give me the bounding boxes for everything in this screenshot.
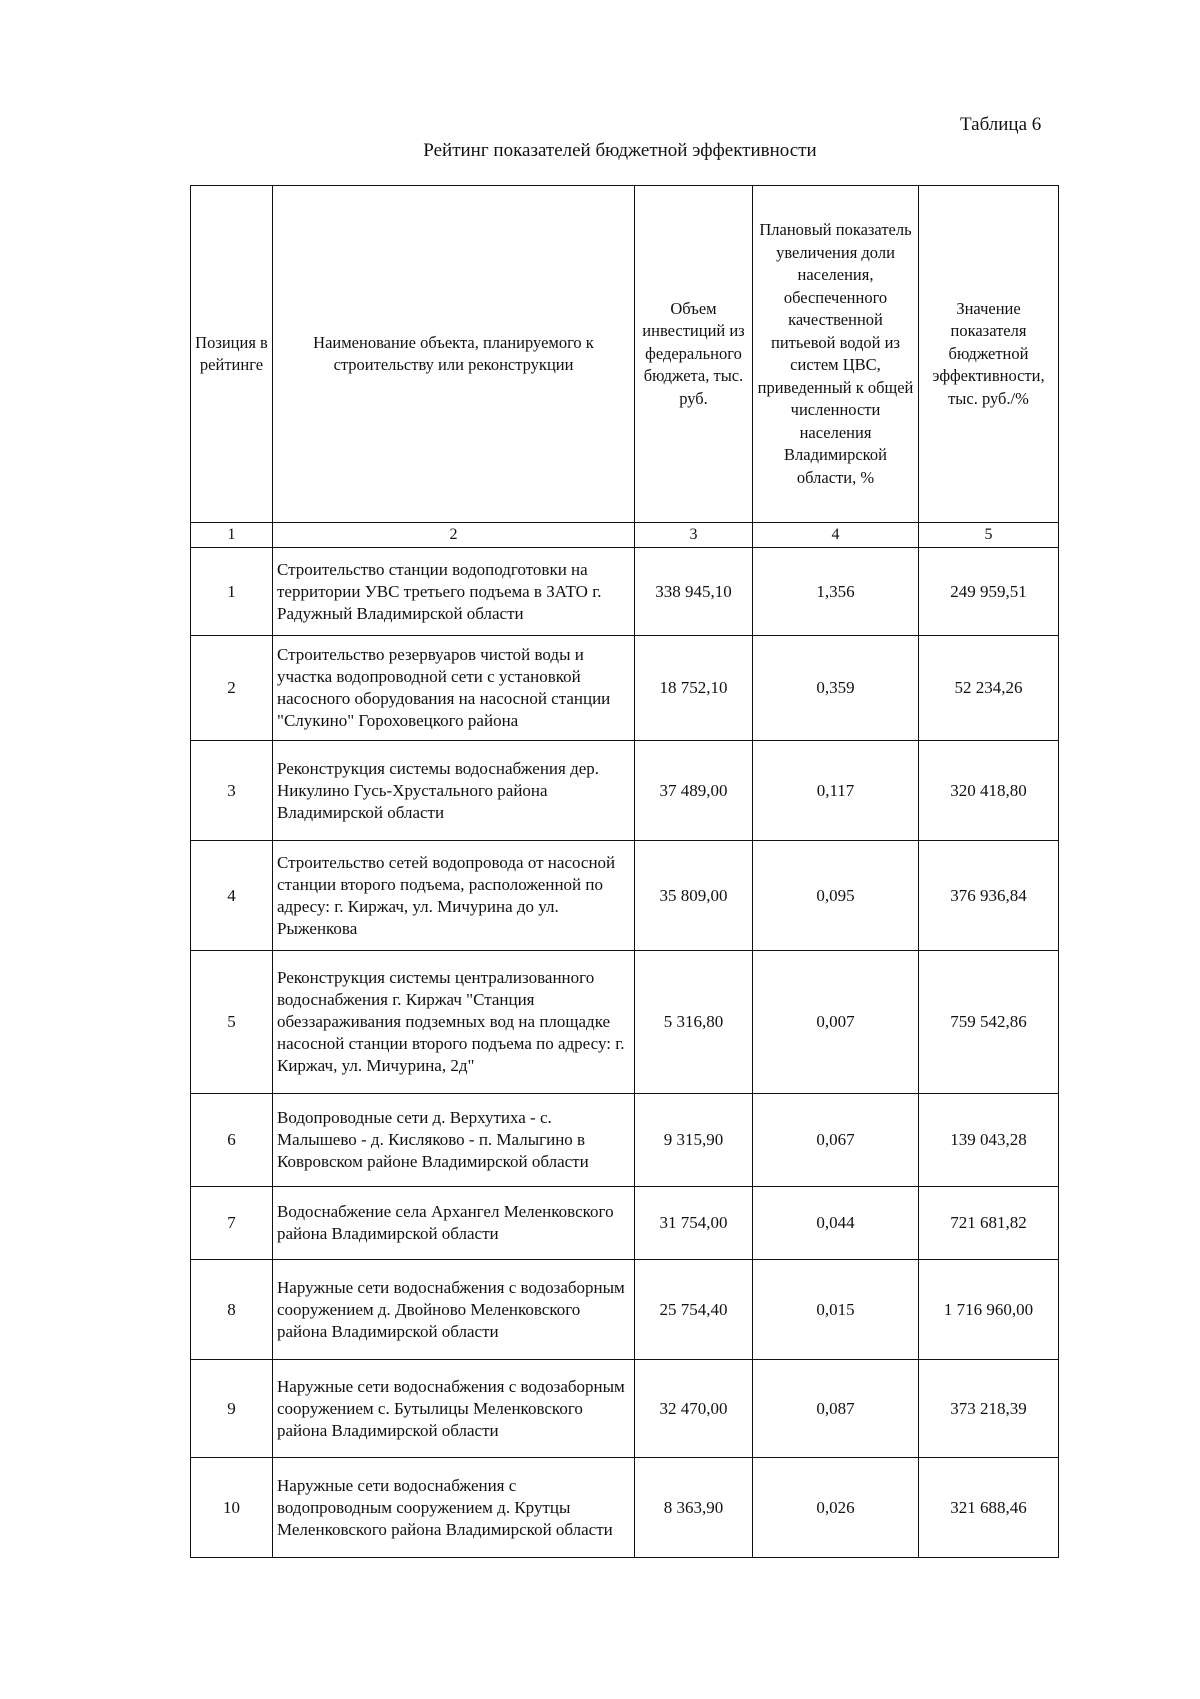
- rating-position: 8: [191, 1260, 273, 1360]
- column-header-efficiency: Значение показателя бюджетной эффективности, тыс. руб./%: [919, 186, 1059, 523]
- investment-volume: 5 316,80: [635, 951, 753, 1094]
- object-name: Наружные сети водоснабжения с водозаборным сооружением с. Бутылицы Меленковского района Владимирской области: [273, 1360, 635, 1458]
- column-number: 5: [919, 523, 1059, 548]
- efficiency-value: 721 681,82: [919, 1187, 1059, 1260]
- table-row: [191, 548, 1059, 636]
- table-row: [191, 951, 1059, 1094]
- population-share: 0,044: [753, 1187, 919, 1260]
- object-name: Водопроводные сети д. Верхутиха - с. Малышево - д. Кисляково - п. Малыгино в Ковровском районе Владимирской области: [273, 1094, 635, 1187]
- table-body: [191, 548, 1059, 1558]
- population-share: 1,356: [753, 548, 919, 636]
- table-row: [191, 636, 1059, 741]
- table-row: [191, 841, 1059, 951]
- investment-volume: 18 752,10: [635, 636, 753, 741]
- table-row: [191, 741, 1059, 841]
- document-title: Рейтинг показателей бюджетной эффективности: [423, 140, 817, 161]
- column-header-investment: Объем инвестиций из федерального бюджета, тыс. руб.: [635, 186, 753, 523]
- rating-position: 5: [191, 951, 273, 1094]
- population-share: 0,095: [753, 841, 919, 951]
- investment-volume: 9 315,90: [635, 1094, 753, 1187]
- object-name: Реконструкция системы централизованного водоснабжения г. Киржач "Станция обеззараживания подземных вод на площадке насосной станции второго подъема по адресу: г. Киржач, ул. Мичурина, 2д": [273, 951, 635, 1094]
- population-share: 0,087: [753, 1360, 919, 1458]
- investment-volume: 32 470,00: [635, 1360, 753, 1458]
- population-share: 0,117: [753, 741, 919, 841]
- investment-volume: 37 489,00: [635, 741, 753, 841]
- rating-position: 3: [191, 741, 273, 841]
- investment-volume: 8 363,90: [635, 1458, 753, 1558]
- efficiency-value: 321 688,46: [919, 1458, 1059, 1558]
- object-name: Наружные сети водоснабжения с водопроводным сооружением д. Крутцы Меленковского района Владимирской области: [273, 1458, 635, 1558]
- object-name: Строительство сетей водопровода от насосной станции второго подъема, расположенной по адресу: г. Киржач, ул. Мичурина до ул. Рыженкова: [273, 841, 635, 951]
- object-name: Наружные сети водоснабжения с водозаборным сооружением д. Двойново Меленковского района Владимирской области: [273, 1260, 635, 1360]
- object-name: Строительство резервуаров чистой воды и участка водопроводной сети с установкой насосного оборудования на насосной станции "Слукино" Гороховецкого района: [273, 636, 635, 741]
- rating-position: 4: [191, 841, 273, 951]
- column-number: 3: [635, 523, 753, 548]
- population-share: 0,015: [753, 1260, 919, 1360]
- rating-position: 7: [191, 1187, 273, 1260]
- population-share: 0,026: [753, 1458, 919, 1558]
- rating-position: 1: [191, 548, 273, 636]
- investment-volume: 25 754,40: [635, 1260, 753, 1360]
- rating-position: 10: [191, 1458, 273, 1558]
- column-number: 2: [273, 523, 635, 548]
- column-number: 4: [753, 523, 919, 548]
- table-row: [191, 1458, 1059, 1558]
- table-row: [191, 1187, 1059, 1260]
- object-name: Реконструкция системы водоснабжения дер. Никулино Гусь-Хрустального района Владимирской области: [273, 741, 635, 841]
- column-number-row: [191, 523, 1059, 548]
- table-row: [191, 1094, 1059, 1187]
- table-row: [191, 1260, 1059, 1360]
- efficiency-value: 139 043,28: [919, 1094, 1059, 1187]
- population-share: 0,067: [753, 1094, 919, 1187]
- efficiency-value: 759 542,86: [919, 951, 1059, 1094]
- column-header-position: Позиция в рейтинге: [191, 186, 273, 523]
- object-name: Строительство станции водоподготовки на территории УВС третьего подъема в ЗАТО г. Радужный Владимирской области: [273, 548, 635, 636]
- table-header-row: [191, 186, 1059, 523]
- rating-position: 6: [191, 1094, 273, 1187]
- column-header-name: Наименование объекта, планируемого к строительству или реконструкции: [273, 186, 635, 523]
- table-row: [191, 1360, 1059, 1458]
- budget-efficiency-table: [190, 185, 1059, 1558]
- efficiency-value: 320 418,80: [919, 741, 1059, 841]
- population-share: 0,007: [753, 951, 919, 1094]
- efficiency-value: 249 959,51: [919, 548, 1059, 636]
- table-number-label: Таблица 6: [960, 114, 1042, 135]
- efficiency-value: 1 716 960,00: [919, 1260, 1059, 1360]
- efficiency-value: 52 234,26: [919, 636, 1059, 741]
- column-header-share: Плановый показатель увеличения доли населения, обеспеченного качественной питьевой водой из систем ЦВС, приведенный к общей численности населения Владимирской области, %: [753, 186, 919, 523]
- population-share: 0,359: [753, 636, 919, 741]
- rating-position: 9: [191, 1360, 273, 1458]
- efficiency-value: 373 218,39: [919, 1360, 1059, 1458]
- efficiency-value: 376 936,84: [919, 841, 1059, 951]
- rating-position: 2: [191, 636, 273, 741]
- investment-volume: 31 754,00: [635, 1187, 753, 1260]
- investment-volume: 35 809,00: [635, 841, 753, 951]
- object-name: Водоснабжение села Архангел Меленковского района Владимирской области: [273, 1187, 635, 1260]
- column-number: 1: [191, 523, 273, 548]
- investment-volume: 338 945,10: [635, 548, 753, 636]
